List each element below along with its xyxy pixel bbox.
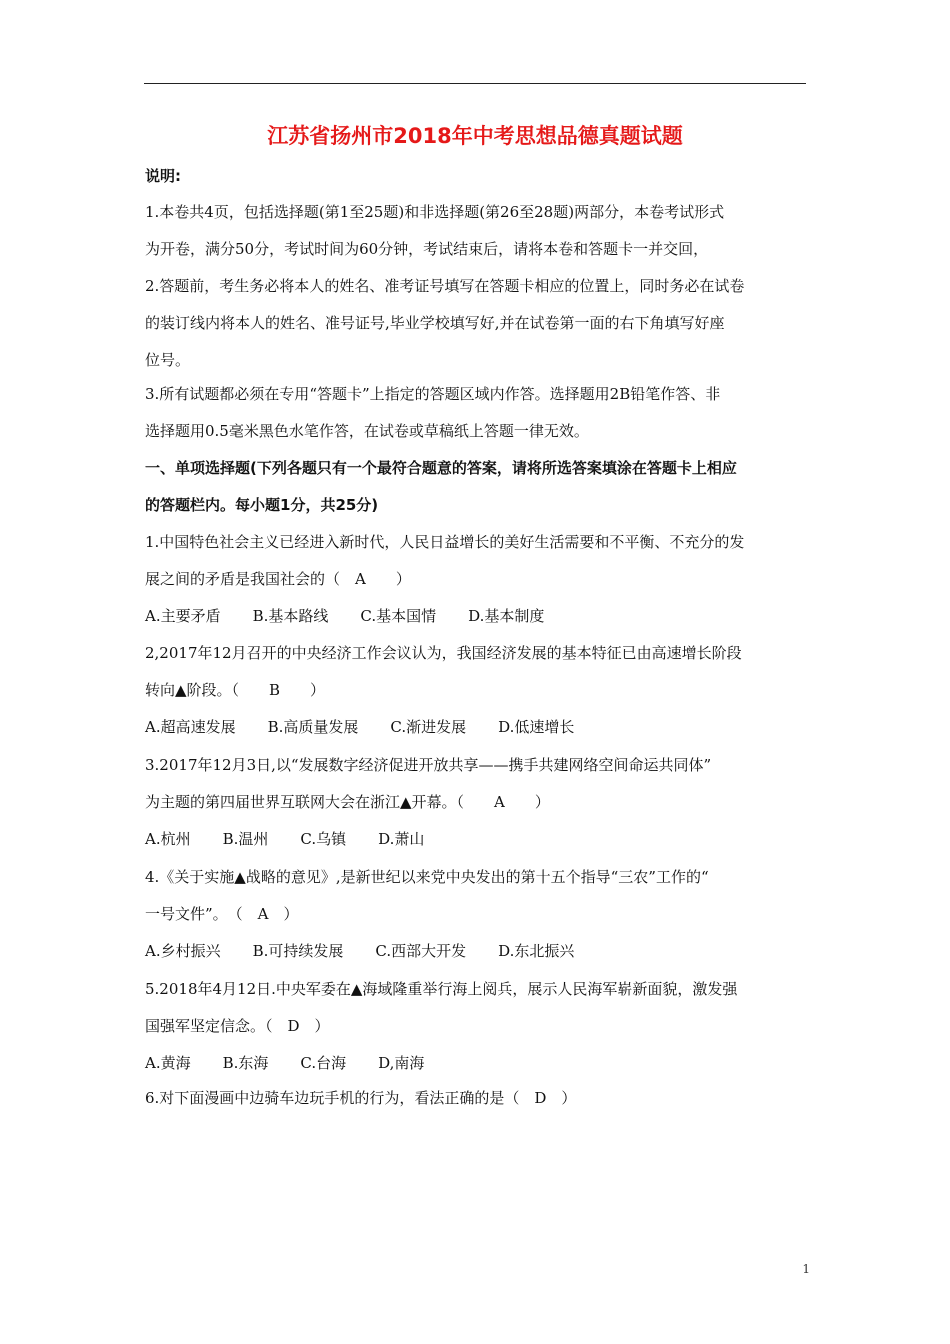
header-rule [144,83,806,84]
option-d: D.萧山 [378,830,425,848]
option-a: A.乡村振兴 [145,942,221,960]
option-c: C.西部大开发 [375,942,467,960]
question-stem: 展之间的矛盾是我国社会的（ A ） [145,570,411,588]
option-d: D.低速增长 [498,718,575,736]
question-stem: 6.对下面漫画中边骑车边玩手机的行为，看法正确的是（ D ） [145,1089,577,1107]
option-a: A.超高速发展 [145,718,236,736]
section-heading: 一、单项选择题(下列各题只有一个最符合题意的答案，请将所选答案填涂在答题卡上相应 [145,459,737,477]
question-stem: 转向▲阶段。（ B ） [145,681,326,699]
option-d: D,南海 [378,1054,425,1072]
question-stem: 国强军坚定信念。（ D ） [145,1017,330,1035]
instruction-line: 2.答题前，考生务必将本人的姓名、准考证号填写在答题卡相应的位置上，同时务必在试卷 [145,277,745,295]
question-options [145,717,810,737]
section-heading: 的答题栏内。每小题1分，共25分) [145,496,379,514]
option-a: A.杭州 [145,830,191,848]
option-d: D.基本制度 [468,607,545,625]
option-b: B.温州 [222,830,269,848]
question-stem: 4.《关于实施▲战略的意见》,是新世纪以来党中央发出的第十五个指导“三农”工作的“ [145,868,709,886]
option-c: C.渐进发展 [390,718,467,736]
instruction-line: 1.本卷共4页，包括选择题(第1至25题)和非选择题(第26至28题)两部分，本卷考试形式 [145,203,725,221]
question-options [145,606,810,626]
option-a: A.主要矛盾 [145,607,221,625]
question-stem: 3.2017年12月3日,以“发展数字经济促进开放共享——携手共建网络空间命运共同体” [145,756,712,774]
instruction-line: 的装订线内将本人的姓名、准号证号,毕业学校填写好,并在试卷第一面的右下角填写好座 [145,314,725,332]
page-title: 江苏省扬州市2018年中考思想品德真题试题 [267,124,683,148]
option-b: B.东海 [222,1054,269,1072]
question-stem: 1.中国特色社会主义已经进入新时代，人民日益增长的美好生活需要和不平衡、不充分的发 [145,533,745,551]
option-d: D.东北振兴 [498,942,575,960]
instruction-line: 选择题用0.5毫米黑色水笔作答，在试卷或草稿纸上答题一律无效。 [145,422,589,440]
instructions-heading: 说明: [145,167,181,185]
option-c: C.台海 [300,1054,347,1072]
option-b: B.可持续发展 [252,942,344,960]
option-a: A.黄海 [145,1054,191,1072]
question-stem: 一号文件”。 （ A ） [145,905,299,923]
question-stem: 5.2018年4月12日.中央军委在▲海域隆重举行海上阅兵，展示人民海军崭新面貌，激发强 [145,980,738,998]
option-c: C.基本国情 [360,607,437,625]
instruction-line: 3.所有试题都必须在专用“答题卡”上指定的答题区域内作答。选择题用2B铅笔作答、非 [145,385,721,403]
question-stem: 为主题的第四届世界互联网大会在浙江▲开幕。（ A ） [145,793,550,811]
question-stem: 2,2017年12月召开的中央经济工作会议认为，我国经济发展的基本特征已由高速增长阶段 [145,644,742,662]
option-c: C.乌镇 [300,830,347,848]
instruction-line: 位号。 [145,351,191,369]
option-b: B.基本路线 [252,607,329,625]
instruction-line: 为开卷，满分50分，考试时间为60分钟，考试结束后，请将本卷和答题卡一并交回， [145,240,709,258]
question-options [145,1053,810,1073]
question-options [145,829,810,849]
page-number: 1 [802,1262,810,1276]
question-options [145,941,810,961]
option-b: B.高质量发展 [267,718,359,736]
